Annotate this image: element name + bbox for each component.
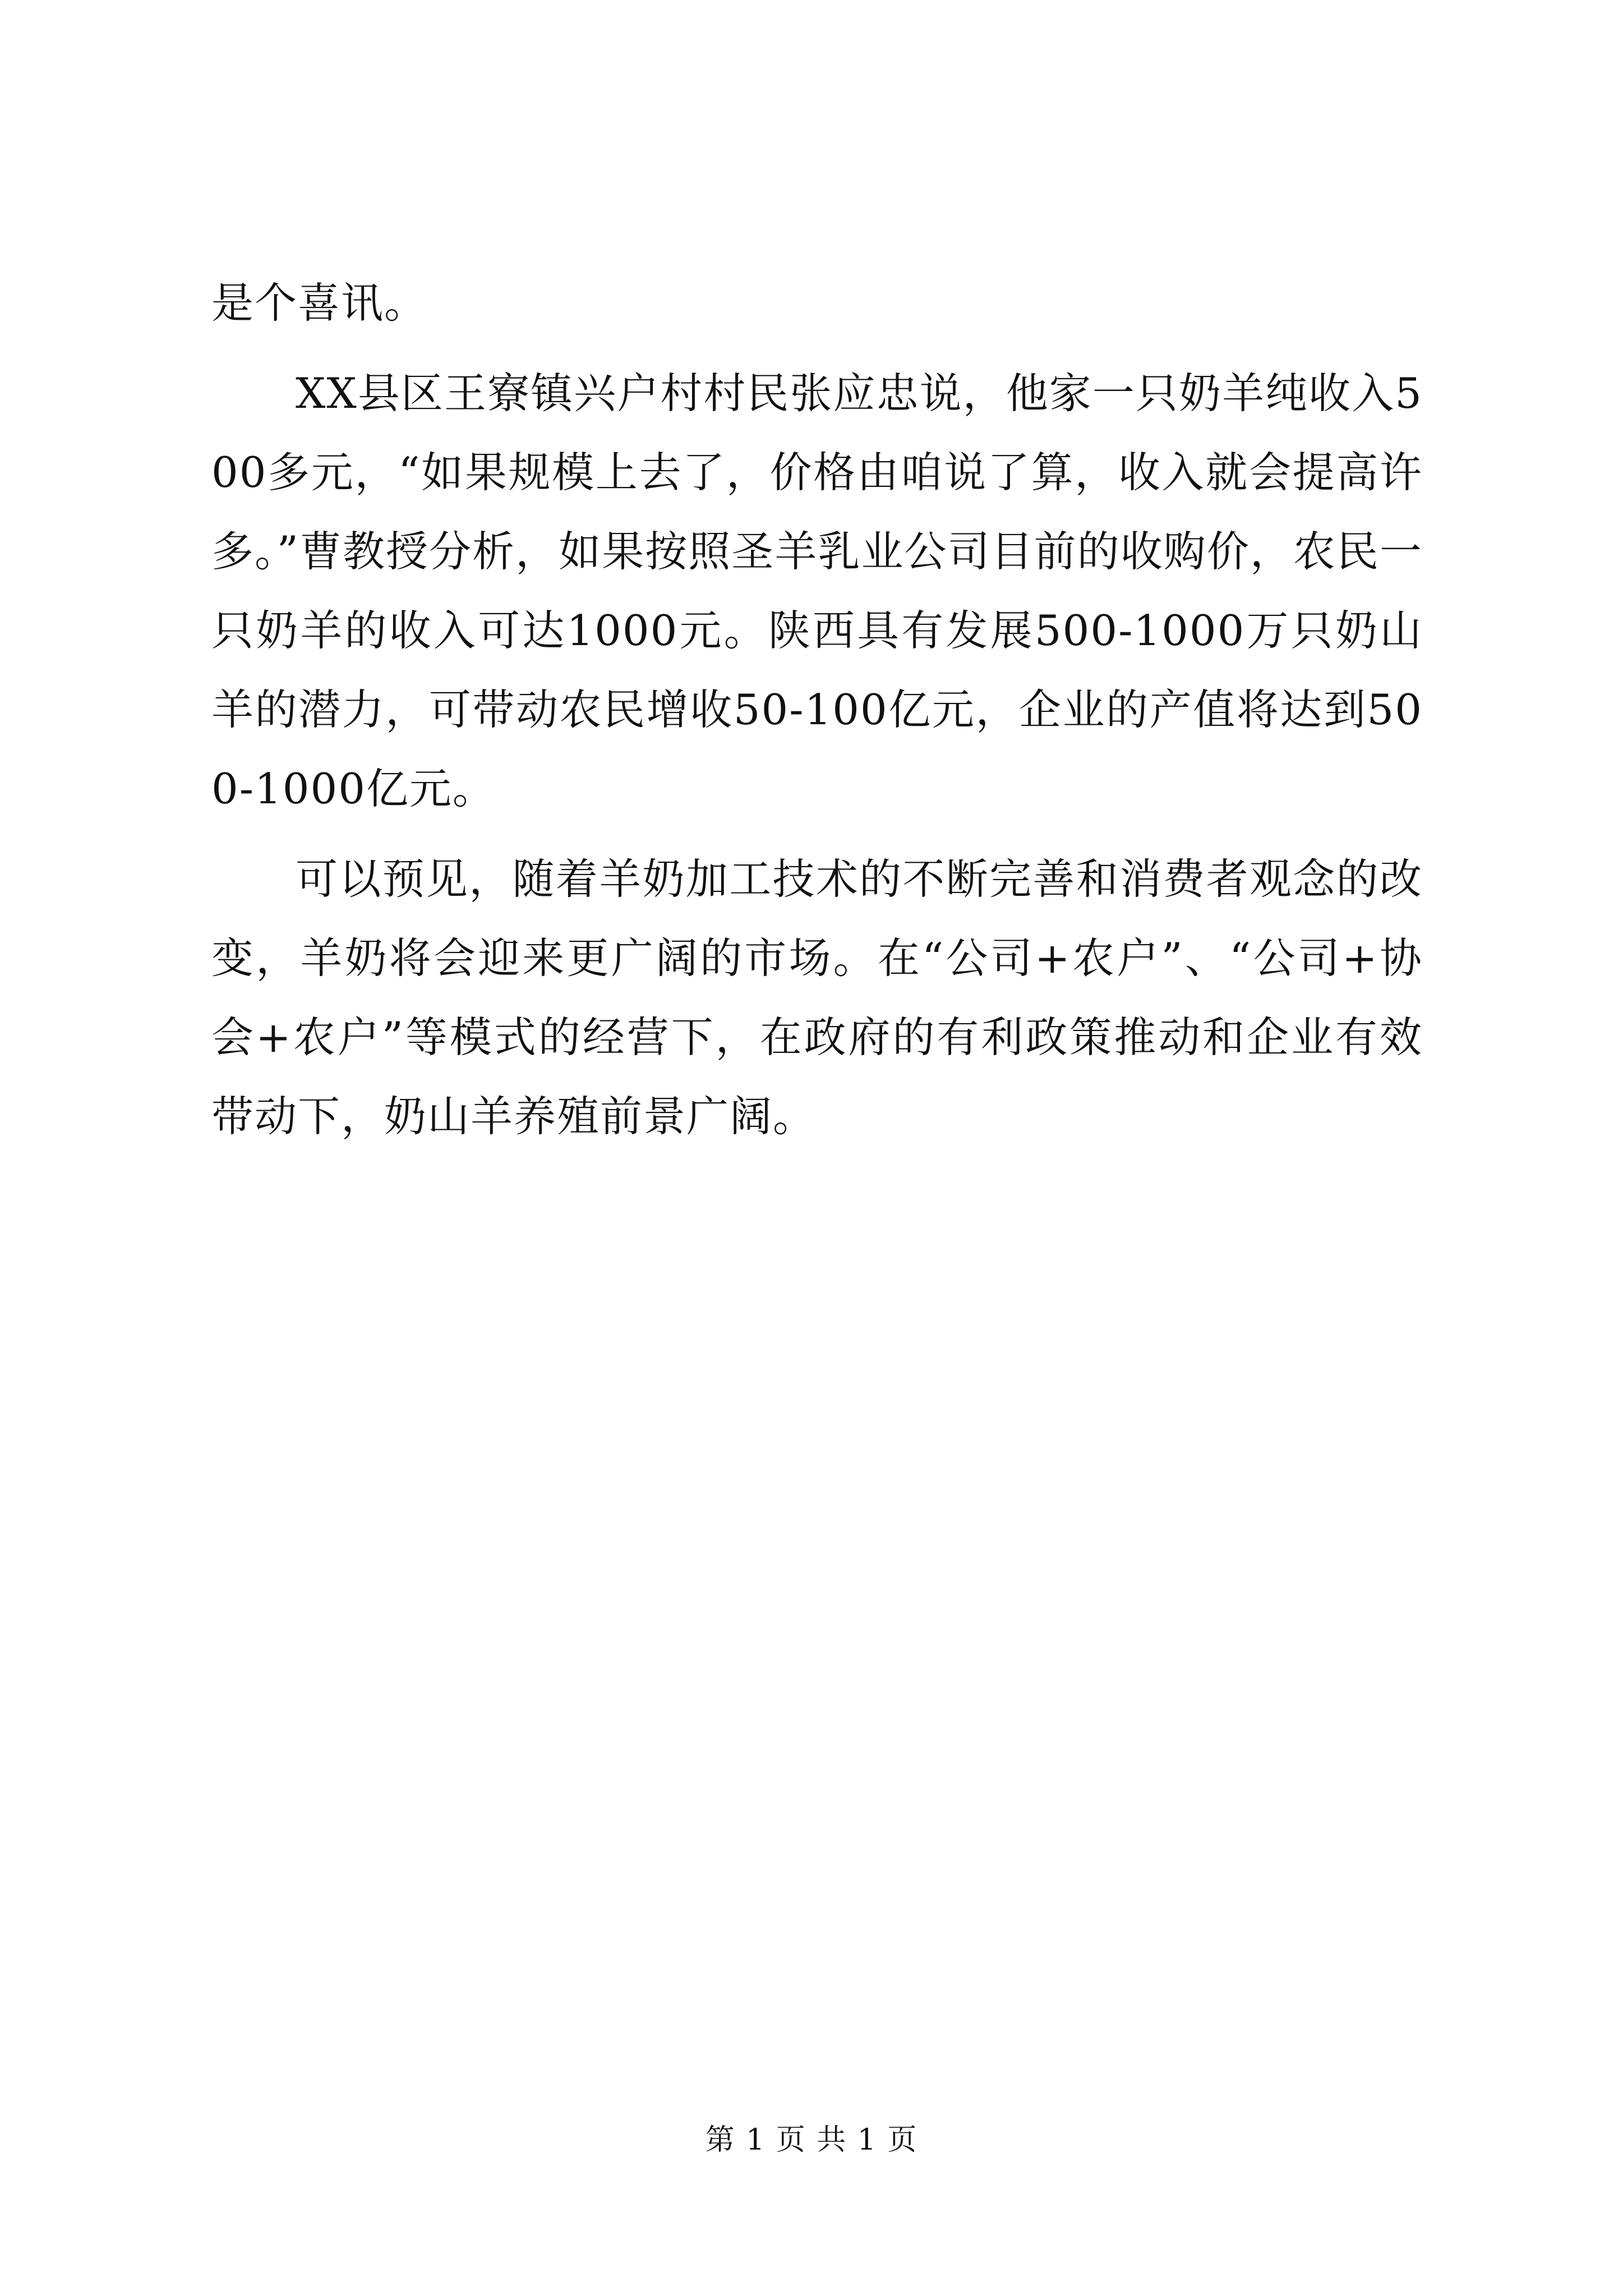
document-body — [211, 264, 1423, 1167]
page-footer — [0, 2120, 1623, 2160]
paragraph-farmer-income: XX县区王寮镇兴户村村民张应忠说，他家一只奶羊纯收入500多元，“如果规模上去了，价格由咱说了算，收入就会提高许多。”曹教授分析，如果按照圣羊乳业公司目前的收购价，农民一只奶羊的收入可达1000元。陕西具有发展500-1000万只奶山羊的潜力，可带动农民增收50-100亿元，企业的产值将达到500-1000亿元。 — [211, 369, 1423, 813]
paragraph-continuation: 是个喜讯。 — [211, 278, 428, 328]
page-number: 第 1 页 共 1 页 — [705, 2123, 918, 2157]
paragraph-market-outlook: 可以预见，随着羊奶加工技术的不断完善和消费者观念的改变，羊奶将会迎来更广阔的市场。在“公司+农户”、“公司+协会+农户”等模式的经营下，在政府的有利政策推动和企业有效带动下，奶山羊养殖前景广阔。 — [211, 854, 1423, 1141]
